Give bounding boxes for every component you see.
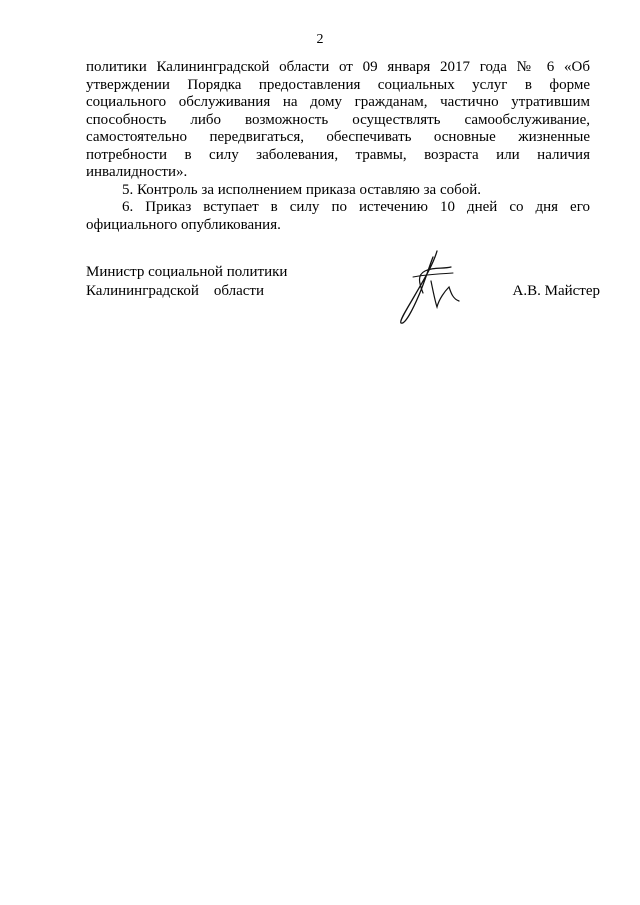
paragraph-continuation: политики Калининградской области от 09 января 2017 года № 6 «Об утверждении Порядка предоставления социальных услуг в форме социального обслуживания на дому гражданам, частично утратившим способность либо возможность осуществлять самообслуживание, самостоятельно передвигаться, обеспечивать основные жизненные потребности в силу заболевания, травмы, возраста или наличия инвалидности».	[86, 59, 590, 180]
paragraph-item-5: 5. Контроль за исполнением приказа оставляю за собой.	[122, 181, 482, 198]
position-line-1: Министр социальной политики	[86, 264, 288, 280]
signatory-name: А.В. Майстер	[512, 283, 600, 299]
paragraph-item-6: 6. Приказ вступает в силу по истечению 10 дней со дня его официального опубликования.	[86, 199, 590, 233]
document-body	[86, 59, 590, 234]
handwritten-signature	[393, 247, 473, 327]
signatory-position	[86, 263, 346, 301]
page-number: 2	[316, 32, 324, 47]
position-line-2: Калининградской области	[86, 283, 264, 299]
